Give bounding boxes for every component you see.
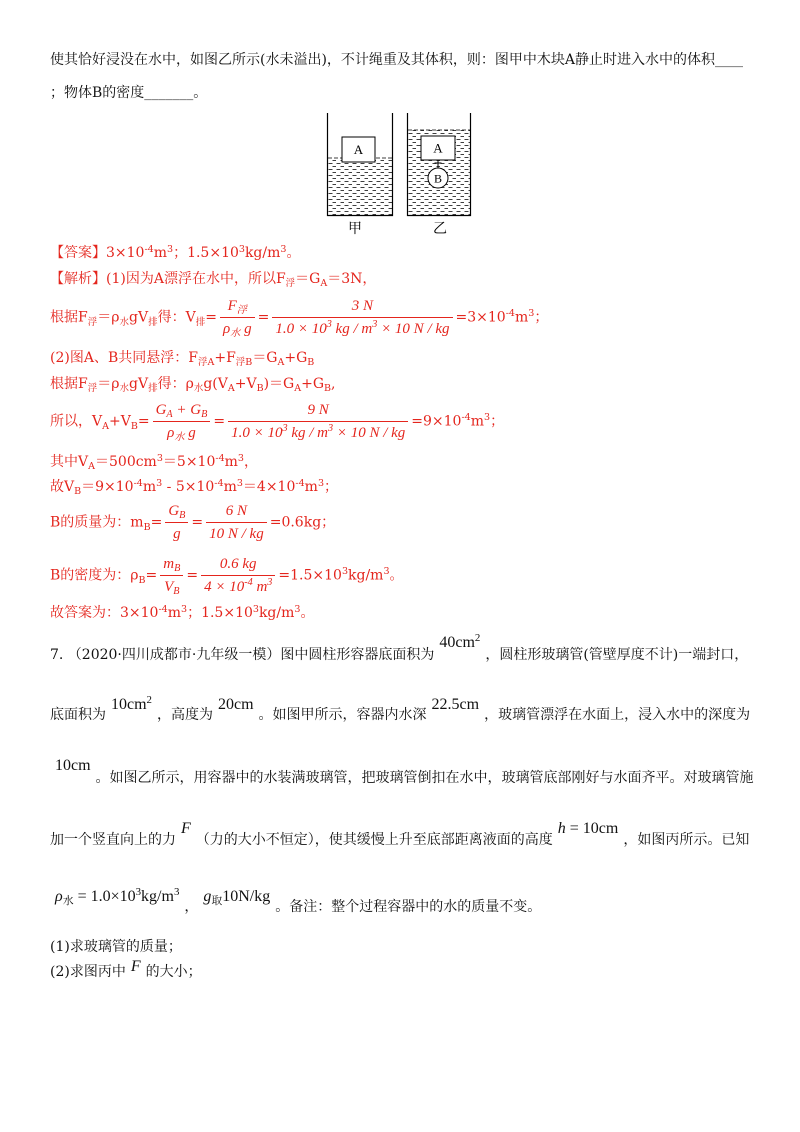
q6-text-line-1	[50, 50, 743, 70]
italic-symbol: F	[130, 958, 141, 975]
superscript: 3	[252, 603, 259, 615]
text-run: G	[155, 402, 167, 418]
text-run: )＝G	[263, 376, 295, 392]
text-run: ＝5×10	[162, 454, 216, 470]
subscript: 排	[148, 383, 158, 395]
math-expression	[55, 886, 180, 908]
subscript: 浮A	[197, 357, 215, 369]
math-expression	[111, 696, 152, 713]
denominator	[201, 575, 275, 596]
subscript: 水	[193, 383, 204, 395]
text-run: ＝4×10	[242, 479, 296, 495]
text-run: 。	[389, 567, 404, 584]
text-run: + G	[172, 402, 202, 418]
text-run: F	[227, 298, 237, 314]
water-left	[328, 158, 392, 215]
text-run: +F	[214, 350, 236, 366]
text-run: m	[153, 245, 168, 261]
math-expression	[131, 958, 141, 975]
subscript: B	[179, 510, 186, 522]
text-run: m	[252, 579, 268, 595]
text-run: 10cm	[55, 757, 91, 774]
denominator	[228, 421, 408, 442]
subscript: B	[201, 409, 208, 421]
text-run: V	[164, 579, 174, 595]
superscript: 3	[341, 566, 348, 578]
text-run: +G	[301, 376, 325, 392]
text-run: 1.0 × 10	[275, 321, 327, 337]
superscript: 3	[236, 477, 243, 489]
text-run: （力的大小不恒定），使其缓慢上升至底部距离液面的高度	[195, 832, 553, 848]
text-run: 3 N	[351, 298, 374, 314]
superscript: -4	[133, 477, 143, 489]
subscript: A	[320, 278, 328, 290]
problem7-line-4	[50, 820, 750, 850]
text-run: kg/m	[258, 605, 295, 621]
text-run: m	[470, 413, 485, 430]
numerator	[220, 297, 255, 317]
text-run: 。	[286, 245, 301, 261]
superscript: 3	[326, 319, 332, 331]
text-run: 得：ρ	[157, 376, 194, 392]
text-run: gV	[128, 309, 149, 326]
text-run: 4 × 10	[204, 579, 245, 595]
numerator	[272, 297, 452, 317]
block-a-left-label: A	[353, 142, 364, 157]
beaker-figure	[320, 108, 480, 240]
problem7-question-1	[50, 937, 182, 957]
denominator	[160, 575, 183, 596]
text-run: = 1.0×10	[73, 888, 136, 905]
solution-line-3	[50, 348, 314, 368]
text-run: kg/m	[348, 567, 384, 584]
text-run: ，高度为	[156, 707, 213, 723]
text-run: 10N/kg	[222, 888, 271, 905]
text-run: 10 N / kg	[209, 526, 264, 542]
text-run: 。如图甲所示，容器内水深	[258, 707, 427, 723]
fraction	[228, 401, 408, 442]
denominator	[272, 317, 452, 338]
text-run: ＝500cm	[95, 454, 157, 470]
fraction	[153, 401, 211, 442]
text-run: 0.6 kg	[219, 556, 257, 572]
text-run: ；1.5×10	[173, 245, 239, 261]
numerator	[153, 401, 211, 421]
subscript: 浮B	[235, 357, 253, 369]
text-run: m	[167, 605, 182, 621]
superscript: 3	[167, 243, 174, 255]
subscript: B	[174, 563, 181, 575]
text-run: ；	[534, 309, 549, 326]
superscript: -4	[505, 308, 515, 320]
solution-line-7	[50, 477, 338, 497]
math-expression	[55, 757, 91, 774]
subscript: 浮	[285, 278, 296, 290]
text-run: =9×10	[411, 413, 462, 430]
text-run: ，	[184, 899, 199, 915]
text-run: =	[213, 413, 226, 430]
subscript: A	[166, 409, 173, 421]
text-run: 的大小；	[145, 964, 202, 980]
math-expression	[558, 820, 619, 837]
superscript: 2	[146, 694, 152, 707]
text-run: =	[150, 514, 163, 531]
text-run: 其中V	[50, 454, 89, 470]
text-run: ρ	[222, 321, 231, 337]
text-run: +G	[284, 350, 308, 366]
italic-symbol: h	[557, 820, 566, 837]
superscript: 3	[237, 452, 244, 464]
text-run: ＝3N，	[327, 271, 377, 287]
text-run: 6 N	[225, 503, 248, 519]
text-run: =	[205, 309, 217, 326]
text-run: 使其恰好浸没在水中，如图乙所示(水未溢出)，不计绳重及其体积，则：图甲中木块A静止时进入水中的体积____	[50, 52, 744, 68]
text-run: kg/m	[141, 888, 174, 905]
text-run: (2)求图丙中	[50, 964, 126, 980]
superscript: -4	[215, 452, 225, 464]
subscript: A	[277, 357, 285, 369]
superscript: 3	[173, 886, 180, 899]
text-run: ，圆柱形玻璃管(管壁厚度不计)一端封口，	[485, 647, 749, 663]
superscript: 3	[135, 886, 142, 899]
text-run: 。如图乙所示，用容器中的水装满玻璃管，把玻璃管倒扣在水中，玻璃管底部刚好与水面齐平。对玻璃管施	[95, 770, 754, 786]
text-run: g	[240, 321, 252, 337]
text-run: ＝G	[252, 350, 278, 366]
text-run: 得：V	[157, 309, 196, 326]
text-run: m	[514, 309, 529, 326]
superscript: 3	[280, 243, 287, 255]
text-run: = 10cm	[565, 820, 619, 837]
problem7-line-3	[50, 757, 754, 788]
denominator	[153, 421, 211, 442]
subscript: 排	[148, 316, 158, 328]
text-run: × 10 N / kg	[377, 321, 450, 337]
text-run: 1.0 × 10	[231, 425, 283, 441]
superscript: 3	[327, 423, 334, 435]
text-run: +V	[234, 376, 257, 392]
text-run: =3×10	[455, 309, 506, 326]
text-run: ，如图丙所示。已知	[623, 832, 750, 848]
text-run: m	[224, 454, 238, 470]
superscript: -4	[244, 577, 253, 589]
text-run: ρ	[167, 425, 175, 441]
text-run: gV	[128, 376, 149, 392]
math-expression	[203, 888, 271, 908]
text-run: 故答案为：3×10	[50, 605, 159, 621]
superscript: 3	[267, 577, 273, 589]
text-run: ,	[331, 376, 336, 392]
text-run: m	[142, 479, 157, 495]
text-run: 所以，V	[50, 413, 103, 430]
text-run: × 10 N / kg	[333, 425, 406, 441]
subscript: B	[130, 420, 138, 432]
subscript: A	[88, 461, 95, 473]
text-run: g	[184, 425, 196, 441]
numerator	[206, 502, 267, 522]
italic-symbol: ρ	[55, 888, 63, 905]
text-run: =	[186, 567, 199, 584]
subscript: 浮	[236, 305, 247, 317]
beaker-left	[328, 113, 393, 216]
fraction	[206, 502, 267, 543]
final-answer-line	[50, 603, 314, 623]
italic-symbol: F	[181, 820, 191, 837]
solution-line-5	[50, 401, 504, 442]
subscript: 水	[230, 328, 241, 340]
subscript: 水	[119, 316, 129, 328]
superscript: -4	[158, 603, 168, 615]
problem7-line-1	[50, 632, 749, 665]
text-run: 【答案】3×10	[50, 245, 145, 261]
solution-line-1	[50, 269, 376, 289]
text-run: (1)求玻璃管的质量；	[50, 939, 182, 955]
fraction	[220, 297, 255, 338]
denominator	[165, 522, 188, 543]
text-run: ＝ρ	[97, 309, 120, 326]
text-run: - 5×10	[162, 479, 215, 495]
text-run: (2)图A、B共同悬浮：F	[50, 350, 198, 366]
text-run: m	[223, 479, 237, 495]
text-run: ；	[324, 479, 338, 495]
superscript: 3	[238, 243, 245, 255]
text-run: B的密度为：ρ	[50, 567, 139, 584]
italic-symbol: g	[203, 888, 212, 905]
subscript: B	[138, 574, 146, 586]
subscript: 水	[174, 432, 185, 444]
superscript: -4	[144, 243, 154, 255]
text-run: 40cm	[439, 634, 475, 651]
numerator	[201, 555, 275, 575]
ball-b-label: B	[433, 171, 443, 186]
text-run: ，玻璃管漂浮在水面上，浸入水中的深度为	[484, 707, 751, 723]
subscript: 水	[119, 383, 129, 395]
text-run: 加一个竖直向上的力	[50, 832, 176, 848]
answer-line	[50, 243, 300, 263]
text-run: kg / m	[287, 425, 328, 441]
text-run: 9 N	[307, 402, 329, 418]
superscript: 3	[156, 477, 163, 489]
subscript: B	[256, 383, 264, 395]
superscript: 3	[294, 603, 301, 615]
superscript: 3	[156, 452, 163, 464]
text-run: =0.6kg；	[269, 514, 336, 531]
text-run: ，	[243, 454, 258, 470]
subscript: 浮	[87, 316, 98, 328]
text-run: 7. （2020·四川成都市·九年级一模）图中圆柱形容器底面积为	[50, 647, 435, 663]
superscript: -4	[214, 477, 224, 489]
text-run: 。备注：整个过程容器中的水的质量不变。	[275, 899, 542, 915]
fraction	[165, 502, 188, 543]
subscript: B	[143, 521, 151, 533]
text-run: ；物体B的密度_______。	[50, 85, 208, 101]
text-run: =	[257, 309, 270, 326]
text-run: 【解析】(1)因为A漂浮在水中，所以F	[50, 271, 286, 287]
solution-line-2	[50, 297, 548, 338]
solution-line-6	[50, 452, 258, 472]
numerator	[165, 502, 188, 522]
text-run: 22.5cm	[431, 696, 480, 713]
subscript: 水	[62, 895, 74, 908]
text-run: 根据F	[50, 309, 88, 326]
solution-line-4	[50, 374, 336, 394]
text-run: kg / m	[331, 321, 373, 337]
text-run: G	[168, 503, 180, 519]
superscript: 2	[474, 632, 481, 645]
superscript: 3	[484, 412, 491, 424]
denominator	[220, 317, 255, 338]
subscript: A	[294, 383, 302, 395]
beaker-right	[408, 113, 471, 216]
text-run: 根据F	[50, 376, 88, 392]
text-run: ＝G	[295, 271, 321, 287]
text-run: 故V	[50, 479, 75, 495]
text-run: ；	[490, 413, 505, 430]
text-run: ＝ρ	[97, 376, 120, 392]
math-expression	[181, 820, 191, 837]
text-run: kg/m	[244, 245, 281, 261]
caption-left: 甲	[348, 222, 362, 237]
superscript: 3	[317, 477, 324, 489]
math-expression	[439, 634, 480, 651]
text-run: =	[137, 413, 150, 430]
superscript: 3	[383, 566, 390, 578]
solution-line-8	[50, 502, 335, 543]
numerator	[160, 555, 183, 575]
superscript: -4	[295, 477, 305, 489]
problem7-question-2	[50, 958, 202, 982]
denominator	[206, 522, 267, 543]
superscript: 3	[282, 423, 288, 435]
text-run: 10cm	[111, 696, 147, 713]
q6-text-line-2	[50, 83, 207, 103]
text-run: B的质量为：m	[50, 514, 144, 531]
numerator	[228, 401, 408, 421]
superscript: 3	[181, 603, 188, 615]
text-run: g	[173, 526, 181, 542]
subscript: 取	[211, 895, 223, 908]
subscript: A	[227, 383, 235, 395]
text-run: g(V	[203, 376, 228, 392]
math-expression	[432, 696, 480, 713]
subscript: B	[307, 357, 315, 369]
subscript: A	[102, 420, 109, 432]
subscript: 浮	[87, 383, 98, 395]
text-run: ；1.5×10	[187, 605, 253, 621]
superscript: 3	[372, 319, 378, 331]
fraction	[272, 297, 452, 338]
text-run: m	[163, 556, 175, 572]
text-run: 。	[300, 605, 315, 621]
text-run: =	[145, 567, 158, 584]
solution-line-9	[50, 555, 404, 596]
caption-right: 乙	[433, 222, 447, 237]
text-run: 底面积为	[50, 707, 106, 723]
subscript: 排	[195, 316, 206, 328]
subscript: B	[324, 383, 332, 395]
text-run: ＝9×10	[81, 479, 134, 495]
math-expression	[218, 696, 254, 713]
problem7-line-2	[50, 694, 751, 725]
subscript: B	[74, 486, 82, 498]
fraction	[201, 555, 275, 596]
superscript: -4	[461, 412, 471, 424]
text-run: =	[191, 514, 204, 531]
block-a-right-label: A	[433, 140, 443, 156]
text-run: =1.5×10	[278, 567, 342, 584]
fraction	[160, 555, 183, 596]
superscript: 3	[528, 308, 535, 320]
text-run: +V	[109, 413, 131, 430]
text-run: m	[304, 479, 318, 495]
subscript: B	[173, 586, 180, 598]
text-run: 20cm	[217, 696, 254, 713]
